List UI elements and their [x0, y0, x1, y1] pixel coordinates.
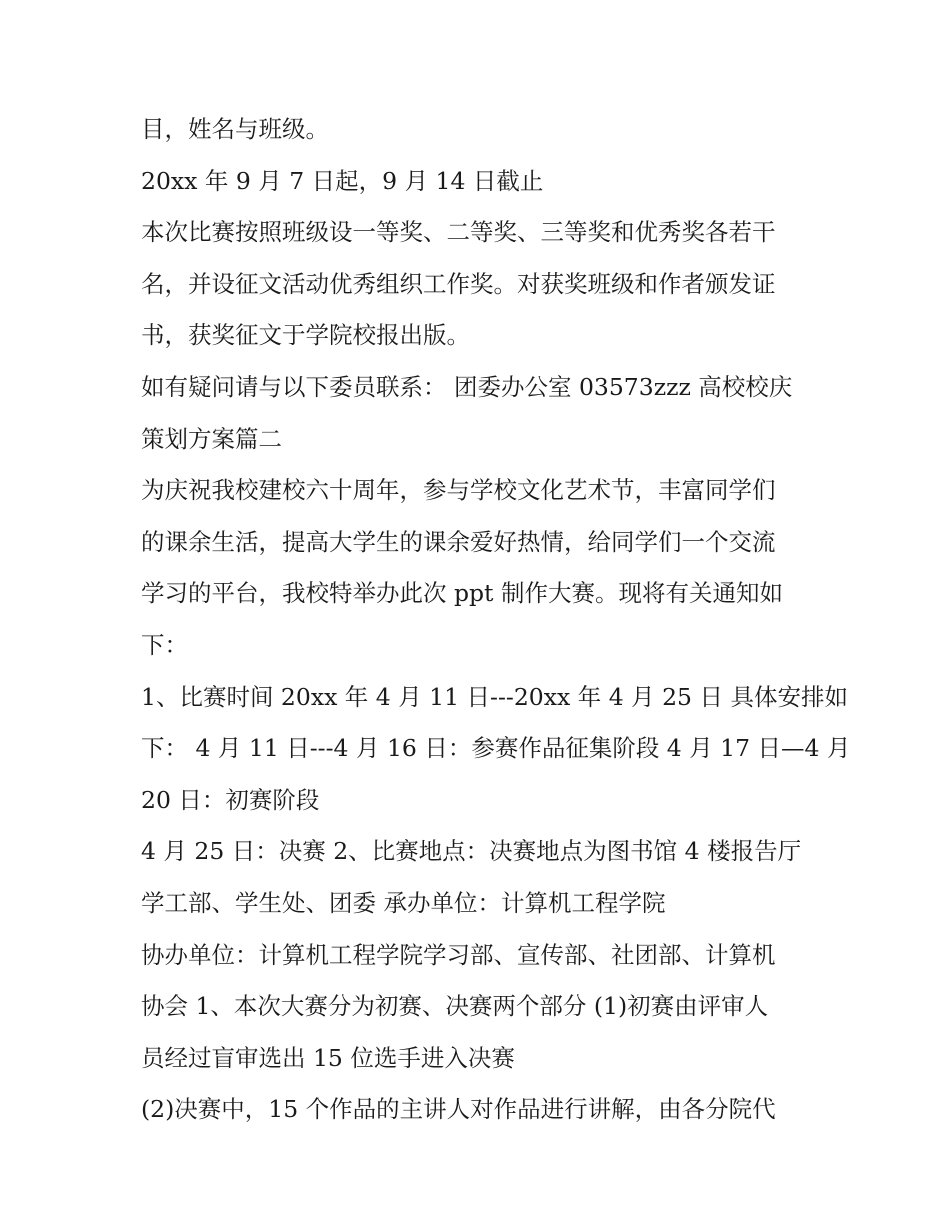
section-heading: 策划方案篇二: [141, 424, 282, 453]
text-line: 学习的平台，我校特举办此次 ppt 制作大赛。现将有关通知如: [141, 579, 783, 608]
text-line: 1、比赛时间 20xx 年 4 月 11 日---20xx 年 4 月 25 日 具体安排如: [141, 682, 848, 711]
text-line: 的课余生活，提高大学生的课余爱好热情，给同学们一个交流: [141, 527, 776, 556]
text-line: 学工部、学生处、团委 承办单位：计算机工程学院: [141, 888, 666, 917]
text-line: 为庆祝我校建校六十周年，参与学校文化艺术节，丰富同学们: [141, 476, 776, 505]
text-line: 20 日：初赛阶段: [141, 785, 320, 814]
text-line: 协办单位：计算机工程学院学习部、宣传部、社团部、计算机: [141, 940, 776, 969]
text-line: 名，并设征文活动优秀组织工作奖。对获奖班级和作者颁发证: [141, 269, 776, 298]
text-line: 协会 1、本次大赛分为初赛、决赛两个部分 (1)初赛由评审人: [141, 992, 769, 1021]
text-line: 4 月 25 日：决赛 2、比赛地点：决赛地点为图书馆 4 楼报告厅: [141, 837, 802, 866]
document-body: [141, 104, 851, 1136]
text-line: 书，获奖征文于学院校报出版。: [141, 321, 470, 350]
text-line: (2)决赛中，15 个作品的主讲人对作品进行讲解，由各分院代: [141, 1095, 776, 1124]
text-line: 本次比赛按照班级设一等奖、二等奖、三等奖和优秀奖各若干: [141, 218, 776, 247]
text-line: 20xx 年 9 月 7 日起，9 月 14 日截止: [141, 166, 544, 195]
text-line: 目，姓名与班级。: [141, 115, 329, 143]
text-line: 下：: [141, 630, 188, 659]
text-line: 员经过盲审选出 15 位选手进入决赛: [141, 1043, 515, 1072]
text-line: 下： 4 月 11 日---4 月 16 日：参赛作品征集阶段 4 月 17 日—4 月: [141, 734, 851, 763]
text-line: 如有疑问请与以下委员联系： 团委办公室 03573zzz 高校校庆: [141, 372, 793, 401]
